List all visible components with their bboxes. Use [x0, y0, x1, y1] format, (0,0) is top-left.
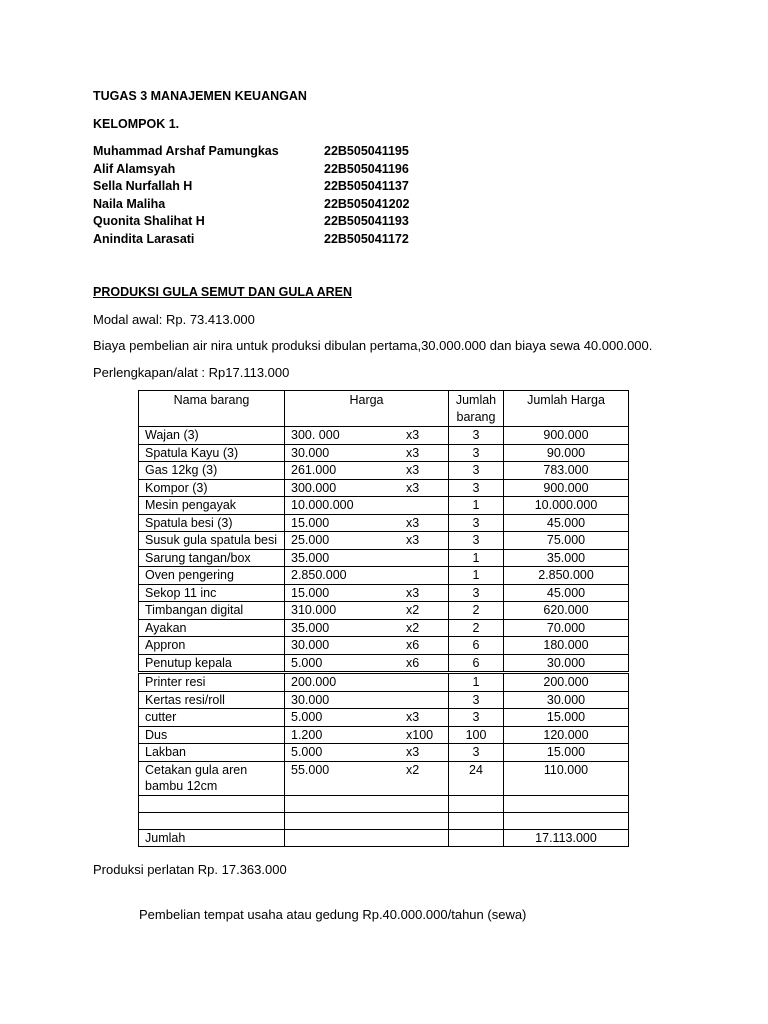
group-label: KELOMPOK 1.: [93, 117, 180, 131]
member-name: Anindita Larasati: [93, 231, 195, 246]
harga-value: 10.000.000: [291, 498, 354, 512]
cell-jumlah-barang: 3: [449, 709, 504, 727]
harga-multiplier: x3: [406, 515, 420, 530]
total-value: 17.113.000: [504, 829, 629, 847]
header-nama-barang: Nama barang: [139, 391, 285, 427]
cell-harga: [285, 726, 449, 744]
harga-value: 35.000: [291, 550, 330, 565]
cell-jumlah-harga: 120.000: [504, 726, 629, 744]
harga-value: 15.000: [291, 585, 330, 600]
cell-jumlah-harga: 15.000: [504, 709, 629, 727]
table-row: [139, 567, 629, 585]
cell-jumlah-harga: 783.000: [504, 462, 629, 480]
perlengkapan-text: Perlengkapan/alat : Rp17.113.000: [93, 365, 290, 380]
cell-jumlah-barang: 3: [449, 744, 504, 762]
harga-multiplier: x3: [406, 463, 420, 477]
cell-harga: [285, 462, 449, 480]
harga-multiplier: x3: [406, 428, 420, 442]
cell-jumlah-harga: 2.850.000: [504, 567, 629, 585]
cell-jumlah-barang: 1: [449, 497, 504, 515]
header-harga: Harga: [285, 391, 449, 427]
cell-nama-barang: Appron: [139, 637, 285, 655]
cell-jumlah-harga: 10.000.000: [504, 497, 629, 515]
harga-value: 25.000: [291, 533, 330, 547]
cell-jumlah-barang: 1: [449, 673, 504, 692]
table-row: [139, 584, 629, 602]
cell-nama-barang: Sekop 11 inc: [139, 584, 285, 602]
cell-nama-barang: Mesin pengayak: [139, 497, 285, 515]
cell-jumlah-harga: 180.000: [504, 637, 629, 655]
harga-value: 300.000: [291, 480, 337, 495]
table-row: [139, 427, 629, 445]
cell-jumlah-barang: 6: [449, 654, 504, 673]
harga-value: 30.000: [291, 445, 330, 460]
cell-jumlah-barang: 3: [449, 427, 504, 445]
harga-value: 30.000: [291, 692, 330, 707]
table-total-row: [139, 829, 629, 847]
cell-jumlah-barang: 2: [449, 619, 504, 637]
harga-value: 5.000: [291, 745, 323, 759]
table-row-empty: [139, 795, 629, 812]
cell-nama-barang: Spatula besi (3): [139, 514, 285, 532]
member-id: 22B505041137: [324, 179, 409, 193]
cell-harga: [285, 619, 449, 637]
produksi-perlatan: Produksi perlatan Rp. 17.363.000: [93, 862, 287, 877]
cell-harga: [285, 654, 449, 673]
harga-value: 5.000: [291, 710, 323, 724]
cell-jumlah-harga: 620.000: [504, 602, 629, 620]
cell-harga: [285, 673, 449, 692]
harga-multiplier: x100: [406, 727, 434, 742]
harga-value: 200.000: [291, 675, 337, 689]
header-jumlah-line2: barang: [456, 409, 496, 424]
harga-value: 2.850.000: [291, 568, 347, 582]
cell-harga: [285, 602, 449, 620]
cell-harga: [285, 691, 449, 709]
cell-nama-barang: cutter: [139, 709, 285, 727]
modal-awal: Modal awal: Rp. 73.413.000: [93, 312, 255, 327]
cell-jumlah-barang: 24: [449, 761, 504, 795]
table-row: [139, 444, 629, 462]
cell-harga: [285, 532, 449, 550]
cell-nama-barang: Ayakan: [139, 619, 285, 637]
harga-multiplier: x3: [406, 445, 420, 460]
cell-jumlah-harga: 200.000: [504, 673, 629, 692]
member-name: Muhammad Arshaf Pamungkas: [93, 144, 279, 158]
cell-jumlah-harga: 70.000: [504, 619, 629, 637]
harga-multiplier: x6: [406, 655, 420, 670]
harga-value: 15.000: [291, 515, 330, 530]
table-row: [139, 532, 629, 550]
cell-harga: [285, 709, 449, 727]
cell-jumlah-harga: 45.000: [504, 584, 629, 602]
cell-jumlah-harga: 110.000: [504, 761, 629, 795]
header-jumlah-line1: Jumlah: [455, 393, 497, 407]
member-id: 22B505041196: [324, 161, 409, 176]
table-row: [139, 637, 629, 655]
harga-multiplier: x6: [406, 638, 420, 652]
cell-jumlah-harga: 90.000: [504, 444, 629, 462]
cell-jumlah-harga: 35.000: [504, 549, 629, 567]
cell-nama-barang: Oven pengering: [139, 567, 285, 585]
cell-jumlah-harga: 30.000: [504, 654, 629, 673]
table-row: [139, 619, 629, 637]
cell-nama-barang: Kompor (3): [139, 479, 285, 497]
header-jumlah-harga: Jumlah Harga: [504, 391, 629, 427]
cell-nama-barang: Spatula Kayu (3): [139, 444, 285, 462]
cell-harga: [285, 584, 449, 602]
cell-nama-barang: Cetakan gula aren bambu 12cm: [139, 761, 285, 795]
table-row: [139, 726, 629, 744]
table-row: [139, 691, 629, 709]
cell-nama-barang: Gas 12kg (3): [139, 462, 285, 480]
harga-multiplier: x2: [406, 620, 420, 635]
member-id: 22B505041172: [324, 231, 409, 246]
cell-harga: [285, 427, 449, 445]
cell-jumlah-barang: 3: [449, 532, 504, 550]
cell-jumlah-barang: 6: [449, 637, 504, 655]
pembelian-tempat: Pembelian tempat usaha atau gedung Rp.40.000.000/tahun (sewa): [139, 907, 527, 922]
cell-harga: [285, 497, 449, 515]
harga-multiplier: x2: [406, 603, 420, 617]
doc-title: TUGAS 3 MANAJEMEN KEUANGAN: [93, 89, 307, 103]
cell-jumlah-barang: 3: [449, 514, 504, 532]
member-name: Sella Nurfallah H: [93, 179, 193, 193]
cell-harga: [285, 514, 449, 532]
table-row: [139, 462, 629, 480]
harga-multiplier: x3: [406, 585, 420, 600]
cell-jumlah-barang: 2: [449, 602, 504, 620]
cell-nama-barang: Dus: [139, 726, 285, 744]
cell-jumlah-barang: 100: [449, 726, 504, 744]
cell-harga: [285, 744, 449, 762]
header-jumlah-barang: [449, 391, 504, 427]
table-row: [139, 514, 629, 532]
cell-jumlah-barang: 3: [449, 691, 504, 709]
cell-jumlah-harga: 900.000: [504, 479, 629, 497]
cell-jumlah-harga: 900.000: [504, 427, 629, 445]
table-row: [139, 709, 629, 727]
harga-value: 1.200: [291, 727, 323, 742]
cell-jumlah-harga: 15.000: [504, 744, 629, 762]
cell-jumlah-barang: 1: [449, 549, 504, 567]
harga-multiplier: x3: [406, 480, 420, 495]
harga-multiplier: x3: [406, 710, 420, 724]
table-row: [139, 673, 629, 692]
table-header-row: [139, 391, 629, 427]
harga-value: 30.000: [291, 638, 330, 652]
member-id: 22B505041193: [324, 214, 409, 228]
cell-jumlah-barang: 3: [449, 584, 504, 602]
biaya-text: Biaya pembelian air nira untuk produksi dibulan pertama,30.000.000 dan biaya sewa 40.000.000.: [93, 338, 653, 353]
harga-multiplier: x3: [406, 533, 420, 547]
cell-nama-barang: Printer resi: [139, 673, 285, 692]
cell-jumlah-barang: 3: [449, 444, 504, 462]
cell-jumlah-harga: 75.000: [504, 532, 629, 550]
table-row: [139, 549, 629, 567]
harga-multiplier: x2: [406, 762, 420, 777]
equipment-table: [138, 390, 629, 847]
member-id: 22B505041195: [324, 144, 409, 158]
table-row: [139, 744, 629, 762]
cell-harga: [285, 479, 449, 497]
cell-jumlah-harga: 45.000: [504, 514, 629, 532]
member-name: Quonita Shalihat H: [93, 214, 205, 228]
section-title: PRODUKSI GULA SEMUT DAN GULA AREN: [93, 285, 353, 299]
cell-harga: [285, 444, 449, 462]
cell-nama-barang: Wajan (3): [139, 427, 285, 445]
cell-jumlah-harga: 30.000: [504, 691, 629, 709]
harga-multiplier: x3: [406, 745, 420, 759]
cell-nama-barang: Kertas resi/roll: [139, 691, 285, 709]
table-row: [139, 654, 629, 673]
member-name: Alif Alamsyah: [93, 161, 176, 176]
total-label: Jumlah: [139, 829, 285, 847]
table-row-empty: [139, 812, 629, 829]
cell-nama-barang: Sarung tangan/box: [139, 549, 285, 567]
harga-value: 35.000: [291, 620, 330, 635]
table-row: [139, 479, 629, 497]
harga-value: 261.000: [291, 463, 337, 477]
harga-value: 5.000: [291, 655, 323, 670]
cell-harga: [285, 761, 449, 795]
cell-nama-barang: Susuk gula spatula besi: [139, 532, 285, 550]
cell-harga: [285, 549, 449, 567]
cell-jumlah-barang: 3: [449, 479, 504, 497]
cell-jumlah-barang: 3: [449, 462, 504, 480]
cell-nama-barang: Lakban: [139, 744, 285, 762]
member-name: Naila Maliha: [93, 196, 166, 211]
cell-jumlah-barang: 1: [449, 567, 504, 585]
harga-value: 300. 000: [291, 428, 340, 442]
table-row: [139, 497, 629, 515]
cell-nama-barang: Penutup kepala: [139, 654, 285, 673]
harga-value: 55.000: [291, 762, 330, 777]
cell-harga: [285, 567, 449, 585]
harga-value: 310.000: [291, 603, 337, 617]
table-row: [139, 761, 629, 795]
table-row: [139, 602, 629, 620]
member-id: 22B505041202: [324, 196, 410, 211]
cell-harga: [285, 637, 449, 655]
cell-nama-barang: Timbangan digital: [139, 602, 285, 620]
